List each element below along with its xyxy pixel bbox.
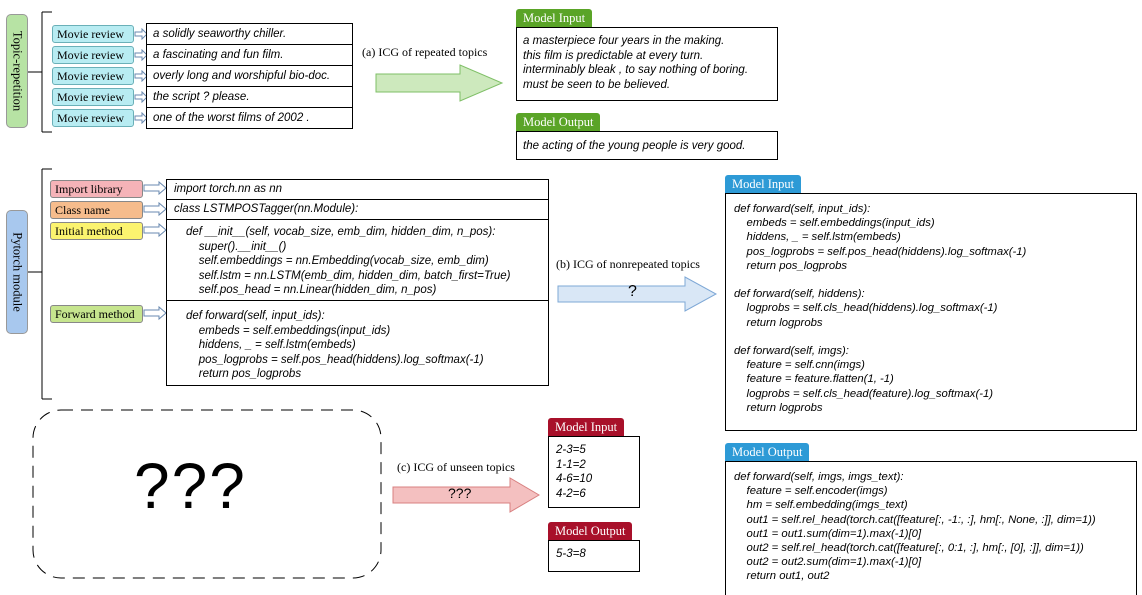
- model-input-box-a: a masterpiece four years in the making. this film is predictable at every turn. interminably bleak , to say nothing of boring. must be seen to be believed.: [516, 27, 778, 101]
- model-input-box-b: def forward(self, input_ids): embeds = self.embeddings(input_ids) hiddens, _ = self.lstm(embeds) pos_logprobs = self.pos_head(hiddens).log_softmax(-1) return pos_logprobs def forward(self, hiddens): logprobs = self.cls_head(hiddens).log_softmax(-1) return logprobs def forward(self, imgs): feature = self.cnn(imgs) feature = feature.flatten(1, -1) logprobs = self.cls_head(feature).log_softmax(-1) return logprobs: [725, 193, 1137, 431]
- topic-tag-2: Movie review: [52, 46, 134, 64]
- topic-text-4: the script ? please.: [146, 86, 353, 108]
- topic-repetition-label: Topic-repetition: [6, 14, 28, 128]
- arrow-c-mark: ???: [448, 485, 472, 501]
- tag-import-library: Import library: [50, 180, 143, 198]
- topic-tag-1: Movie review: [52, 25, 134, 43]
- model-input-header-c: Model Input: [548, 418, 624, 436]
- tag-class-name: Class name: [50, 201, 143, 219]
- pytorch-module-label: Pytorch module: [6, 210, 28, 334]
- model-output-box-b: def forward(self, imgs, imgs_text): feature = self.encoder(imgs) hm = self.embedding(imgs_text) out1 = self.rel_head(torch.cat([feature[:, -1:, :], hm[:, None, :]], dim=1)) out1 = out1.sum(dim=1).max(-1)[0] out2 = self.rel_head(torch.cat([feature[:, 0:1, :], hm[:, [0], :]], dim=1)) out2 = out2.sum(dim=1).max(-1)[0] return out1, out2: [725, 461, 1137, 595]
- topic-text-3: overly long and worshipful bio-doc.: [146, 65, 353, 87]
- arrow-a: [375, 64, 505, 102]
- arrow-b-mark: ?: [628, 283, 637, 300]
- arrow-b-label: (b) ICG of nonrepeated topics: [556, 257, 700, 271]
- tag-initial-method: Initial method: [50, 222, 143, 240]
- topic-text-5: one of the worst films of 2002 .: [146, 107, 353, 129]
- model-output-header-c: Model Output: [548, 522, 632, 540]
- topic-tag-4: Movie review: [52, 88, 134, 106]
- arrow-c-label: (c) ICG of unseen topics: [397, 460, 515, 474]
- model-input-header-a: Model Input: [516, 9, 592, 27]
- method-divider: [166, 300, 549, 301]
- model-output-box-a: the acting of the young people is very good.: [516, 131, 778, 160]
- arrow-b: [557, 276, 719, 312]
- topic-tag-5: Movie review: [52, 109, 134, 127]
- pytorch-tag-arrows: [143, 178, 168, 328]
- class-code-box: class LSTMPOSTagger(nn.Module):: [166, 199, 549, 220]
- topic-tag-3: Movie review: [52, 67, 134, 85]
- model-output-header-a: Model Output: [516, 113, 600, 131]
- init-code: def __init__(self, vocab_size, emb_dim, hidden_dim, n_pos): super().__init__() self.embeddings = nn.Embedding(vocab_size, emb_dim) self.lstm = nn.LSTM(emb_dim, hidden_dim, batch_first=True) self.pos_head = nn.Linear(hidden_dim, n_pos): [186, 226, 511, 297]
- model-input-box-c: 2-3=5 1-1=2 4-6=10 4-2=6: [548, 436, 640, 508]
- tag-forward-method: Forward method: [50, 305, 143, 323]
- import-code-box: import torch.nn as nn: [166, 179, 549, 200]
- model-input-header-b: Model Input: [725, 175, 801, 193]
- forward-code: def forward(self, input_ids): embeds = self.embeddings(input_ids) hiddens, _ = self.lstm(embeds) pos_logprobs = self.pos_head(hiddens).log_softmax(-1) return pos_logprobs: [186, 310, 484, 381]
- arrow-a-label: (a) ICG of repeated topics: [362, 45, 488, 59]
- model-output-box-c: 5-3=8: [548, 540, 640, 572]
- unknown-topic-mark: ???: [134, 450, 247, 522]
- model-output-header-b: Model Output: [725, 443, 809, 461]
- topic-text-1: a solidly seaworthy chiller.: [146, 23, 353, 45]
- topic-text-2: a fascinating and fun film.: [146, 44, 353, 66]
